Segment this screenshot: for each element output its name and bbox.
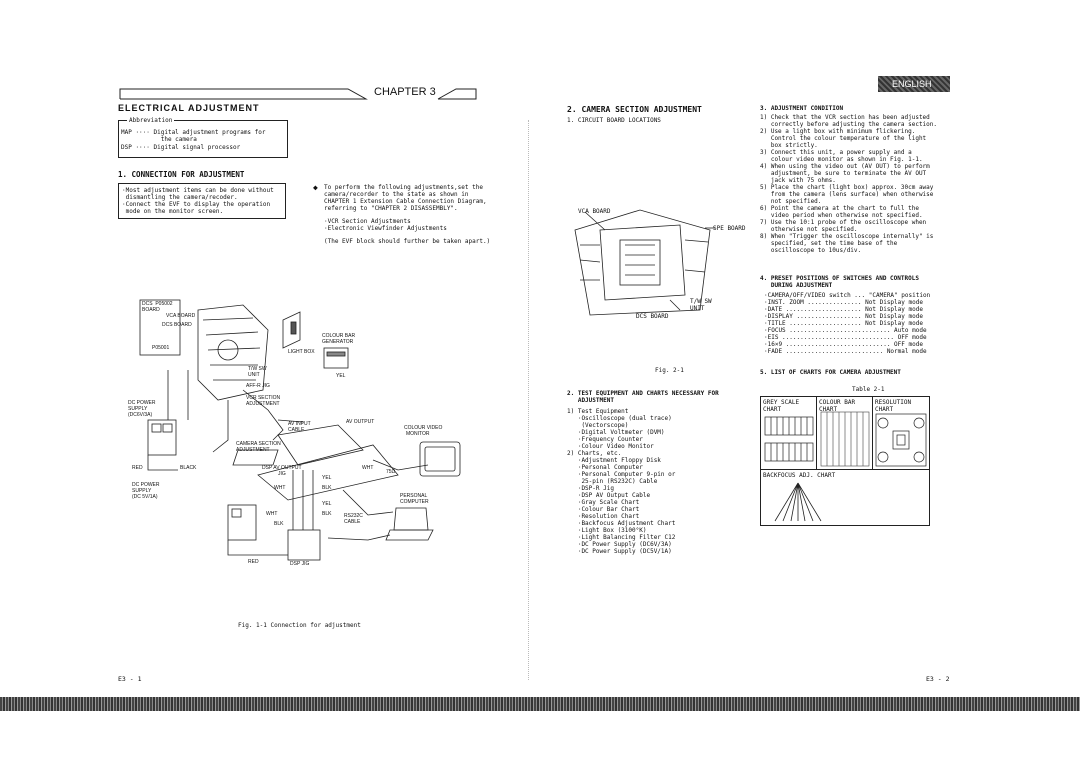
label-red: RED (132, 465, 143, 471)
cond-line: 2) Use a light box with minimum flickering. (760, 128, 916, 135)
perform-line-1: To perform the following adjustments,set the (324, 184, 483, 191)
diamond-icon: ◆ (313, 183, 318, 192)
label-supply-1: SUPPLY (128, 406, 148, 412)
resolution-chart-icon (875, 413, 927, 467)
label-red-bottom: RED (248, 559, 259, 565)
label-75: 75Ω (386, 469, 396, 475)
colour-bar-header: COLOUR BAR CHART (819, 399, 856, 413)
preset-line: ·TITLE .................... Not Display mode (764, 320, 923, 327)
connection-diagram (128, 290, 468, 580)
equip-line: ·Colour Bar Chart (567, 506, 640, 513)
cond-line: oscilloscope to 10us/div. (760, 247, 862, 254)
perform-line-3: CHAPTER 1 Extension Cable Connection Diagram, (324, 198, 487, 205)
label-monitor: MONITOR (406, 431, 430, 437)
equip-line: ·Oscilloscope (dual trace) (567, 415, 672, 422)
tw-sw-label: T/W SW (690, 298, 712, 305)
label-wht-3: WHT (266, 511, 278, 517)
equip-line: ·Adjustment Floppy Disk (567, 457, 661, 464)
list-line-1: ·VCR Section Adjustments (324, 218, 411, 225)
dcs-board-label: DCS BOARD (636, 313, 669, 320)
right-page-number: E3 - 2 (926, 675, 950, 683)
equip-line: ·Colour Video Monitor (567, 443, 654, 450)
left-section-title: ELECTRICAL ADJUSTMENT (118, 103, 260, 113)
equip-line: 1) Test Equipment (567, 408, 629, 415)
cond-line: 1) Check that the VCR section has been adjusted (760, 114, 930, 121)
label-board: BOARD (142, 307, 160, 313)
label-generator: GENERATOR (322, 339, 354, 345)
label-light-box: LIGHT BOX (288, 349, 315, 355)
label-yel-mid: YEL (322, 475, 332, 481)
vca-board-label: VCA BOARD (578, 208, 611, 215)
note-line-2: dismantling the camera/recoder. (122, 194, 238, 201)
label-dcs-board: DCS BOARD (162, 322, 192, 328)
note-line-3: ·Connect the EVF to display the operation (122, 201, 271, 208)
label-yel-low: YEL (322, 501, 332, 507)
cond-line: colour video monitor as shown in Fig. 1-1. (760, 156, 923, 163)
backfocus-chart-icon (769, 481, 827, 523)
cond-line: from the camera (lens surface) when otherwise (760, 191, 934, 198)
charts-table (760, 396, 930, 526)
cond-line: jack with 75 ohms. (760, 177, 836, 184)
table-title: Table 2-1 (852, 386, 885, 393)
cond-line: Control the colour temperature of the light (760, 135, 927, 142)
equip-line: 25-pin (RS232C) Cable (567, 478, 658, 485)
fig-2-1-caption: Fig. 2-1 (655, 367, 684, 374)
table-vline-2 (872, 397, 873, 469)
label-black: BLACK (180, 465, 197, 471)
label-vca-board: VCA BOARD (166, 313, 196, 319)
abbrev-line-2: the camera (121, 136, 197, 143)
label-dc5v: (DC 5V/1A) (132, 494, 158, 500)
label-p05001: P05001 (152, 345, 170, 351)
left-page-number: E3 - 1 (118, 675, 142, 683)
equip-line: 2) Charts, etc. (567, 450, 622, 457)
cond-line: box strictly. (760, 142, 818, 149)
equip-line: ·Frequency Counter (567, 436, 643, 443)
cond-line: 5) Place the chart (light box) approx. 30cm away (760, 184, 934, 191)
equip-line: ·Gray Scale Chart (567, 499, 640, 506)
connection-title: 1. CONNECTION FOR ADJUSTMENT (118, 170, 245, 179)
cond-title: 3. ADJUSTMENT CONDITION (760, 105, 844, 112)
condition-list (760, 114, 937, 254)
preset-list (764, 292, 930, 355)
preset-title-2: DURING ADJUSTMENT (760, 282, 833, 289)
equip-line: ·Light Balancing Filter C12 (567, 534, 676, 541)
abbreviation-box (118, 117, 288, 158)
equip-line: ·DC Power Supply (DC5V/1A) (567, 548, 672, 555)
equip-line: ·Personal Computer (567, 464, 643, 471)
cond-line: specified, set the time base of the (760, 240, 898, 247)
preset-line: ·DATE ..................... Not Display mode (764, 306, 923, 313)
circuit-title: 1. CIRCUIT BOARD LOCATIONS (567, 117, 661, 124)
label-adjustment: ADJUSTMENT (246, 401, 280, 407)
board-locations-diagram (560, 200, 750, 330)
equip-line: ·Light Box (3100°K) (567, 527, 647, 534)
cond-line: otherwise not specified. (760, 226, 858, 233)
right-section-title: 2. CAMERA SECTION ADJUSTMENT (567, 105, 702, 114)
label-cable-1: CABLE (288, 427, 305, 433)
preset-line: ·DISPLAY .................. Not Display mode (764, 313, 923, 320)
preset-line: ·FADE ........................... Normal mode (764, 348, 927, 355)
perform-line-2: camera/recorder to the state as shown in (324, 191, 469, 198)
cond-line: 3) Connect this unit, a power supply and a (760, 149, 912, 156)
equip-line: ·Personal Computer 9-pin or (567, 471, 676, 478)
cond-line: correctly before adjusting the camera section. (760, 121, 938, 128)
label-dc-power-2: DC POWER (132, 482, 160, 488)
table-hline (761, 469, 929, 470)
label-av-input: AV INPUT (288, 421, 311, 427)
note-line-1: ·Most adjustment items can be done without (122, 187, 274, 194)
label-dc6v: (DC6V/3A) (128, 412, 153, 418)
chapter-title: CHAPTER 3 (374, 86, 436, 98)
abbrev-line-1: MAP ···· Digital adjustment programs for (121, 129, 266, 136)
list-line-2: ·Electronic Viewfinder Adjustments (324, 225, 447, 232)
label-wht-2: WHT (274, 485, 286, 491)
equip-line: ·DSP AV Output Cable (567, 492, 651, 499)
equip-title-2: ADJUSTMENT (567, 397, 614, 404)
cond-line: not specified. (760, 198, 822, 205)
charts-title: 5. LIST OF CHARTS FOR CAMERA ADJUSTMENT (760, 369, 901, 376)
label-tw-sw: T/W SW (248, 366, 267, 372)
equip-line: (Vectorscope) (567, 422, 629, 429)
label-rs232c: RS232C (344, 513, 363, 519)
label-supply-2: SUPPLY (132, 488, 152, 494)
evf-note: (The EVF block should further be taken apart.) (324, 238, 491, 245)
preset-title-1: 4. PRESET POSITIONS OF SWITCHES AND CONTROLS (760, 275, 919, 282)
preset-line: ·FOCUS ............................ Auto mode (764, 327, 927, 334)
abbrev-line-3: DSP ···· Digital signal processor (121, 144, 241, 151)
equipment-list (567, 408, 675, 555)
resolution-header: RESOLUTION CHART (875, 399, 912, 413)
english-label: ENGLISH (892, 79, 932, 89)
equip-title-1: 2. TEST EQUIPMENT AND CHARTS NECESSARY FOR (567, 390, 719, 397)
label-colour-bar: COLOUR BAR (322, 333, 356, 339)
label-dsp-jig: DSP JIG (290, 561, 310, 567)
label-dc-power-1: DC POWER (128, 400, 156, 406)
preset-line: ·CAMERA/OFF/VIDEO switch ... "CAMERA" position (764, 292, 931, 299)
cond-line: adjustment, be sure to terminate the AV OUT (760, 170, 927, 177)
label-colour-video: COLOUR VIDEO (404, 425, 443, 431)
equip-line: ·Backfocus Adjustment Chart (567, 520, 676, 527)
label-aff-jig: AFF-R JIG (246, 383, 270, 389)
label-yel-top: YEL (336, 373, 346, 379)
grey-scale-header: GREY SCALE CHART (763, 399, 800, 413)
cond-line: video period when otherwise not specified. (760, 212, 923, 219)
label-wht: WHT (362, 465, 374, 471)
center-fold-line (528, 120, 530, 680)
label-cable-2: CABLE (344, 519, 361, 525)
colour-bar-chart-icon (820, 411, 870, 467)
perform-line-4: referring to "CHAPTER 2 DISASSEMBLY". (324, 205, 458, 212)
english-tab (878, 76, 950, 92)
note-box (118, 183, 286, 219)
table-vline-1 (816, 397, 817, 469)
bottom-scan-bar (0, 697, 1080, 711)
label-dcs: DCS P05002 (142, 301, 173, 307)
grey-scale-chart-icon (764, 415, 814, 465)
label-personal: PERSONAL (400, 493, 428, 499)
label-unit: UNIT (248, 372, 260, 378)
fig-1-1-caption: Fig. 1-1 Connection for adjustment (238, 622, 361, 629)
label-computer: COMPUTER (400, 499, 429, 505)
equip-line: ·Digital Voltmeter (DVM) (567, 429, 665, 436)
equip-line: ·Resolution Chart (567, 513, 640, 520)
label-av-output: AV OUTPUT (346, 419, 375, 425)
label-camera-section: CAMERA SECTION (236, 441, 281, 447)
label-blk-mid: BLK (322, 485, 332, 491)
backfocus-header: BACKFOCUS ADJ. CHART (763, 472, 836, 479)
board-locations-svg (560, 200, 750, 330)
equip-line: ·DSP-R Jig (567, 485, 614, 492)
label-blk-bottom: BLK (274, 521, 284, 527)
label-vcr-section: VCR SECTION (246, 395, 281, 401)
preset-line: ·16×9 ............................. OFF mode (764, 341, 923, 348)
tw-sw-unit-label: UNIT (690, 305, 705, 312)
preset-line: ·INST. ZOOM ............... Not Display mode (764, 299, 923, 306)
cond-line: 7) Use the 10:1 probe of the oscilloscope when (760, 219, 927, 226)
chapter-banner (118, 86, 478, 100)
cond-line: 8) When "Trigger the oscilloscope internally" is (760, 233, 934, 240)
cond-line: 6) Point the camera at the chart to full the (760, 205, 919, 212)
note-line-4: mode on the monitor screen. (122, 208, 224, 215)
spe-board-label: SPE BOARD (713, 225, 746, 232)
equip-line: ·DC Power Supply (DC6V/3A) (567, 541, 672, 548)
label-blk-low: BLK (322, 511, 332, 517)
label-dsp-av-output: DSP AV OUTPUT (262, 465, 302, 471)
preset-line: ·EIS ............................... OFF mode (764, 334, 927, 341)
label-adjustment-2: ADJUSTMENT (236, 447, 270, 453)
label-jig: JIG (278, 471, 286, 477)
cond-line: 4) When using the video out (AV OUT) to perform (760, 163, 930, 170)
abbreviation-title: Abbreviation (129, 117, 173, 124)
